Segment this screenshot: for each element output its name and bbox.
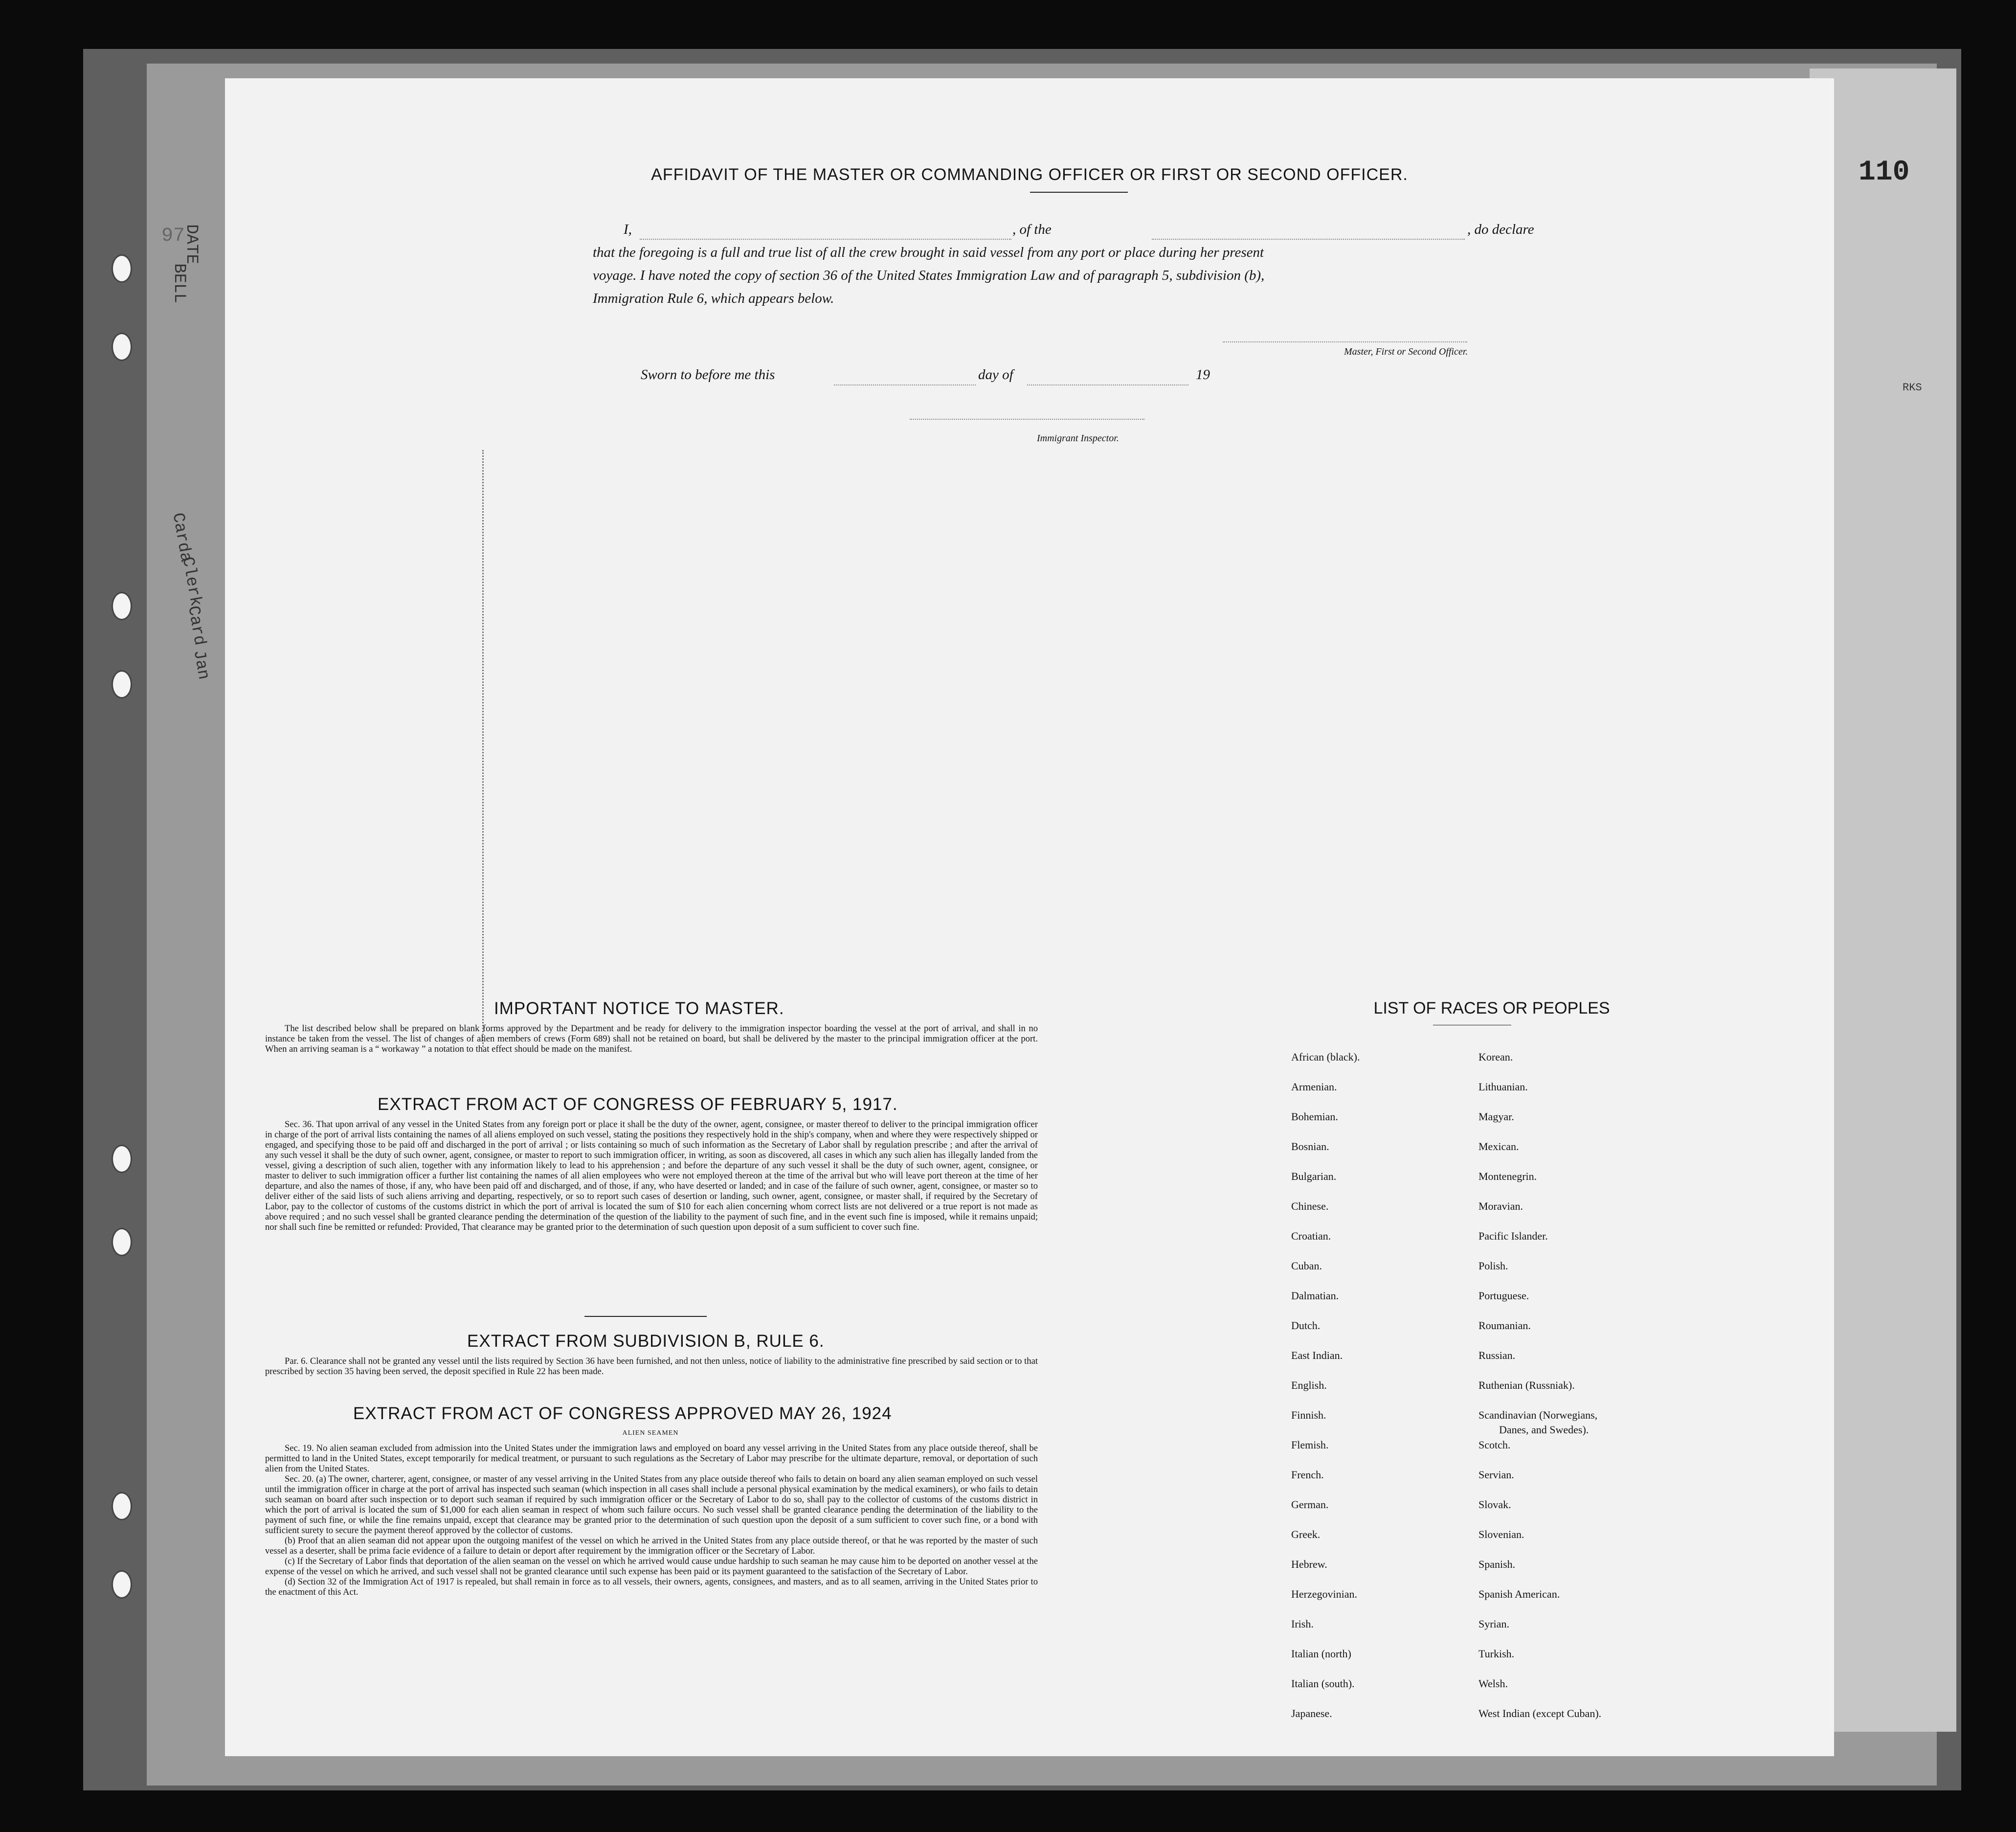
race-item: Danes, and Swedes). (1499, 1424, 1589, 1436)
race-item: English. (1291, 1379, 1327, 1391)
race-item: Greek. (1291, 1528, 1321, 1540)
left-page-number: 97 (161, 225, 185, 247)
race-item: Hebrew. (1291, 1558, 1327, 1570)
left-stamp-2: BELL (169, 263, 188, 303)
affidavit-i: I, (624, 222, 632, 237)
title-rule (1030, 192, 1128, 193)
race-item: Japanese. (1291, 1707, 1332, 1719)
race-item: French. (1291, 1469, 1324, 1481)
races-title: LIST OF RACES OR PEOPLES (1373, 999, 1610, 1018)
race-item: African (black). (1291, 1051, 1360, 1063)
race-item: Mexican. (1478, 1140, 1519, 1153)
race-item: Italian (north) (1291, 1648, 1351, 1660)
affidavit-of-the: , of the (1012, 222, 1052, 237)
extract-1924-text (265, 1443, 1038, 1597)
punch-hole (112, 1492, 132, 1520)
race-item: Flemish. (1291, 1439, 1329, 1451)
right-page-number: 110 (1859, 157, 1910, 188)
punch-hole (112, 1228, 132, 1256)
race-item: Cuban. (1291, 1260, 1322, 1272)
right-underlying-fragments (1849, 147, 1942, 1076)
sec-20a-paragraph: Sec. 20. (a) The owner, charterer, agent, consignee, or master of any vessel arriving in the United States from any place outside thereof who fails to detain on board any alien seaman employed on such vessel until the immigration officer in charge at the port of arrival has inspected such seaman (which inspection in all cases shall include a personal physical examination by the medical examiners), or who fails to detain such seaman on board after such inspection or to deport such seaman if required by such immigration officer or the Secretary of Labor to do so, shall pay to the collector of customs of the customs district in which the port of arrival is located the sum of $1,000 for each alien seaman in respect of whom such failure occurs. No such vessel shall be granted clearance pending the determination of the liability to the payment of such fine, or while the fine remains unpaid, except that clearance may be granted prior to the determination of such question upon the deposit of a sum sufficient to cover such fine, or a bond with sufficient surety to secure the payment thereof approved by the collector of customs. (265, 1474, 1038, 1536)
race-item: Irish. (1291, 1618, 1314, 1630)
race-item: Chinese. (1291, 1200, 1329, 1212)
extract-1917-paragraph: Sec. 36. That upon arrival of any vessel in the United States from any foreign port or place it shall be the duty of the owner, agent, consignee, or master thereof to deliver to the principal immigration officer in charge of the port of arrival lists containing the names of all aliens employed on such vessel, stating the positions they respectively hold in the ship's company, when and where they were respectively shipped or engaged, and specifying those to be paid off and discharged in the port of arrival ; or lists containing so much of such information as the Secretary of Labor shall by regulation prescribe ; and after the arrival of any such vessel it shall be the duty of such owner, agent, consignee, or master to report to such immigration officer, in writing, as soon as discovered, all cases in which any such alien has illegally landed from the vessel, giving a description of such alien, together with any information likely to lead to his apprehension ; and before the departure of any such vessel it shall be the duty of such owner, agent, consignee, or master to deliver to such immigration officer a further list containing the names of all alien employees who were not employed thereon at the time of the arrival but who will leave port thereon at the time of her departure, and also the names of those, if any, who have been paid off and discharged, and of those, if any, who have deserted or landed; and in case of the failure of such owner, agent, consignee, or master so to deliver either of the said lists of such aliens arriving and departing, respectively, or so to report such cases of desertion or landing, such owner, agent, consignee, or master shall, if required by the Secretary of Labor, pay to the collector of customs of the customs district in which the port of arrival is located the sum of $10 for each alien concerning whom correct lists are not delivered or a true report is not made as above required ; and no such vessel shall be granted clearance pending the determination of the question of the liability to the payment of such fine, and in the event such fine is imposed, while it remains unpaid; nor shall such fine be remitted or refunded: Provided, That clearance may be granted prior to the determination of such question upon deposit of a sum sufficient to cover such fine. (265, 1119, 1038, 1232)
races-left-column (1291, 1051, 1360, 1737)
left-margin-guide (482, 450, 484, 1047)
race-item: Scotch. (1478, 1439, 1511, 1451)
extract-1924-title: EXTRACT FROM ACT OF CONGRESS APPROVED MAY 26, 1924 (353, 1404, 892, 1423)
inspector-signature-label: Immigrant Inspector. (1037, 433, 1119, 444)
affidavit-title: AFFIDAVIT OF THE MASTER OR COMMANDING OFFICER OR FIRST OR SECOND OFFICER. (651, 165, 1408, 184)
affidavit-line-3: voyage. I have noted the copy of section 36 of the United States Immigration Law and of paragraph 5, subdivision (b), (593, 268, 1265, 283)
race-item: Bosnian. (1291, 1140, 1329, 1153)
race-item: Finnish. (1291, 1409, 1326, 1421)
race-item: East Indian. (1291, 1349, 1343, 1361)
inspector-signature-line[interactable] (910, 419, 1144, 420)
affidavit-line-4: Immigration Rule 6, which appears below. (593, 291, 834, 306)
race-item: Croatian. (1291, 1230, 1331, 1242)
section-rule (584, 1316, 707, 1317)
left-stamp-1: DATE (181, 224, 201, 264)
race-item: Scandinavian (Norwegians, (1478, 1409, 1598, 1421)
sworn-day-field[interactable] (834, 384, 976, 385)
race-item: Pacific Islander. (1478, 1230, 1548, 1242)
left-stamp-5: Card (183, 604, 209, 647)
affidavit-declare: , do declare (1467, 222, 1534, 237)
sec-19-paragraph: Sec. 19. No alien seaman excluded from admission into the United States under the immigration laws and employed on board any vessel arriving in the United States from any place outside thereof, shall be permitted to land in the United States, except temporarily for medical treatment, or pursuant to such regulations as the Secretary of Labor may prescribe for the ultimate departure, removal, or deportation of such alien from the United States. (265, 1443, 1038, 1474)
race-item: West Indian (except Cuban). (1478, 1707, 1602, 1719)
sec-20d-paragraph: (d) Section 32 of the Immigration Act of 1917 is repealed, but shall remain in force as to all vessels, their owners, agents, consignees, and masters, and as to all seamen, arriving in the United States prior to the enactment of this Act. (265, 1577, 1038, 1597)
race-item: Lithuanian. (1478, 1081, 1528, 1093)
race-item: Dutch. (1291, 1319, 1321, 1332)
race-item: Korean. (1478, 1051, 1513, 1063)
notice-text (265, 1023, 1038, 1054)
extract-rule6-paragraph: Par. 6. Clearance shall not be granted any vessel until the lists required by Section 36 have been furnished, and not then unless, notice of liability to the administrative fine prescribed by said section or to that prescribed by section 35 having been served, the deposit specified in Rule 22 has been made. (265, 1356, 1038, 1377)
left-stamp-4: Clerk (178, 555, 205, 608)
race-item: Dalmatian. (1291, 1289, 1339, 1302)
master-signature-line[interactable] (1223, 341, 1467, 342)
extract-rule6-title: EXTRACT FROM SUBDIVISION B, RULE 6. (467, 1332, 825, 1351)
race-item: Magyar. (1478, 1110, 1514, 1123)
punch-hole (112, 592, 132, 620)
punch-hole (112, 670, 132, 699)
race-item: Ruthenian (Russniak). (1478, 1379, 1575, 1391)
races-right-column (1478, 1051, 1601, 1737)
race-item: Montenegrin. (1478, 1170, 1537, 1182)
race-item: Moravian. (1478, 1200, 1523, 1212)
race-item: Bulgarian. (1291, 1170, 1337, 1182)
race-item: Slovenian. (1478, 1528, 1524, 1540)
right-fragment-text: RKS (1903, 382, 1922, 394)
race-item: Turkish. (1478, 1648, 1515, 1660)
race-item: Russian. (1478, 1349, 1516, 1361)
affidavit-page (225, 78, 1834, 1756)
officer-name-field[interactable] (640, 239, 1011, 240)
race-item: Armenian. (1291, 1081, 1337, 1093)
race-item: Spanish. (1478, 1558, 1516, 1570)
left-underlying-fragments (161, 224, 235, 681)
race-item: Syrian. (1478, 1618, 1509, 1630)
race-item: Portuguese. (1478, 1289, 1529, 1302)
race-item: German. (1291, 1498, 1329, 1511)
master-signature-label: Master, First or Second Officer. (1344, 346, 1468, 357)
race-item: Servian. (1478, 1469, 1514, 1481)
race-item: Spanish American. (1478, 1588, 1560, 1600)
day-of-text: day of (978, 367, 1013, 383)
affidavit-line-2: that the foregoing is a full and true list of all the crew brought in said vessel from any port or place during her present (593, 245, 1264, 260)
alien-seamen-subtitle: ALIEN SEAMEN (622, 1429, 679, 1437)
left-stamp-6: Jan (189, 648, 213, 681)
punch-hole (112, 1570, 132, 1599)
race-item: Polish. (1478, 1260, 1508, 1272)
year-text: 19 (1196, 367, 1210, 383)
race-item: Roumanian. (1478, 1319, 1531, 1332)
left-stamp-3: Carda (168, 511, 195, 564)
sec-20b-paragraph: (b) Proof that an alien seaman did not appear upon the outgoing manifest of the vessel on which he arrived in the United States from any place outside thereof, or that he was reported by the master of such vessel as a deserter, shall be prima facie evidence of a failure to detain or deport after requirement by the immigration officer or the Secretary of Labor. (265, 1536, 1038, 1556)
race-item: Bohemian. (1291, 1110, 1338, 1123)
sworn-month-field[interactable] (1027, 384, 1188, 385)
extract-1917-title: EXTRACT FROM ACT OF CONGRESS OF FEBRUARY 5, 1917. (378, 1095, 898, 1114)
sworn-text: Sworn to before me this (641, 367, 775, 383)
notice-title: IMPORTANT NOTICE TO MASTER. (494, 999, 784, 1018)
race-item: Herzegovinian. (1291, 1588, 1357, 1600)
punch-hole (112, 333, 132, 361)
race-item: Welsh. (1478, 1677, 1508, 1690)
notice-paragraph: The list described below shall be prepared on blank forms approved by the Department and be ready for delivery to the immigration inspector boarding the vessel at the port of arrival, and shall in no instance be taken from the vessel. The list of changes of alien members of crews (Form 689) shall not be retained on board, but shall be delivered by the master to the principal immigration officer at the port. When an arriving seaman is a “ workaway ” a notation to that effect should be made on the manifest. (265, 1023, 1038, 1054)
extract-rule6-text (265, 1356, 1038, 1377)
extract-1917-text (265, 1119, 1038, 1232)
sec-20c-paragraph: (c) If the Secretary of Labor finds that deportation of the alien seaman on the vessel on which he arrived would cause undue hardship to such seaman he may cause him to be deported on another vessel at the expense of the vessel on which he arrived, and such vessel shall not be granted clearance until such expense has been paid or its payment guaranteed to the satisfaction of the Secretary of Labor. (265, 1556, 1038, 1577)
punch-hole (112, 1145, 132, 1173)
race-item: Slovak. (1478, 1498, 1511, 1511)
race-item: Italian (south). (1291, 1677, 1355, 1690)
punch-hole (112, 254, 132, 283)
vessel-name-field[interactable] (1152, 239, 1465, 240)
